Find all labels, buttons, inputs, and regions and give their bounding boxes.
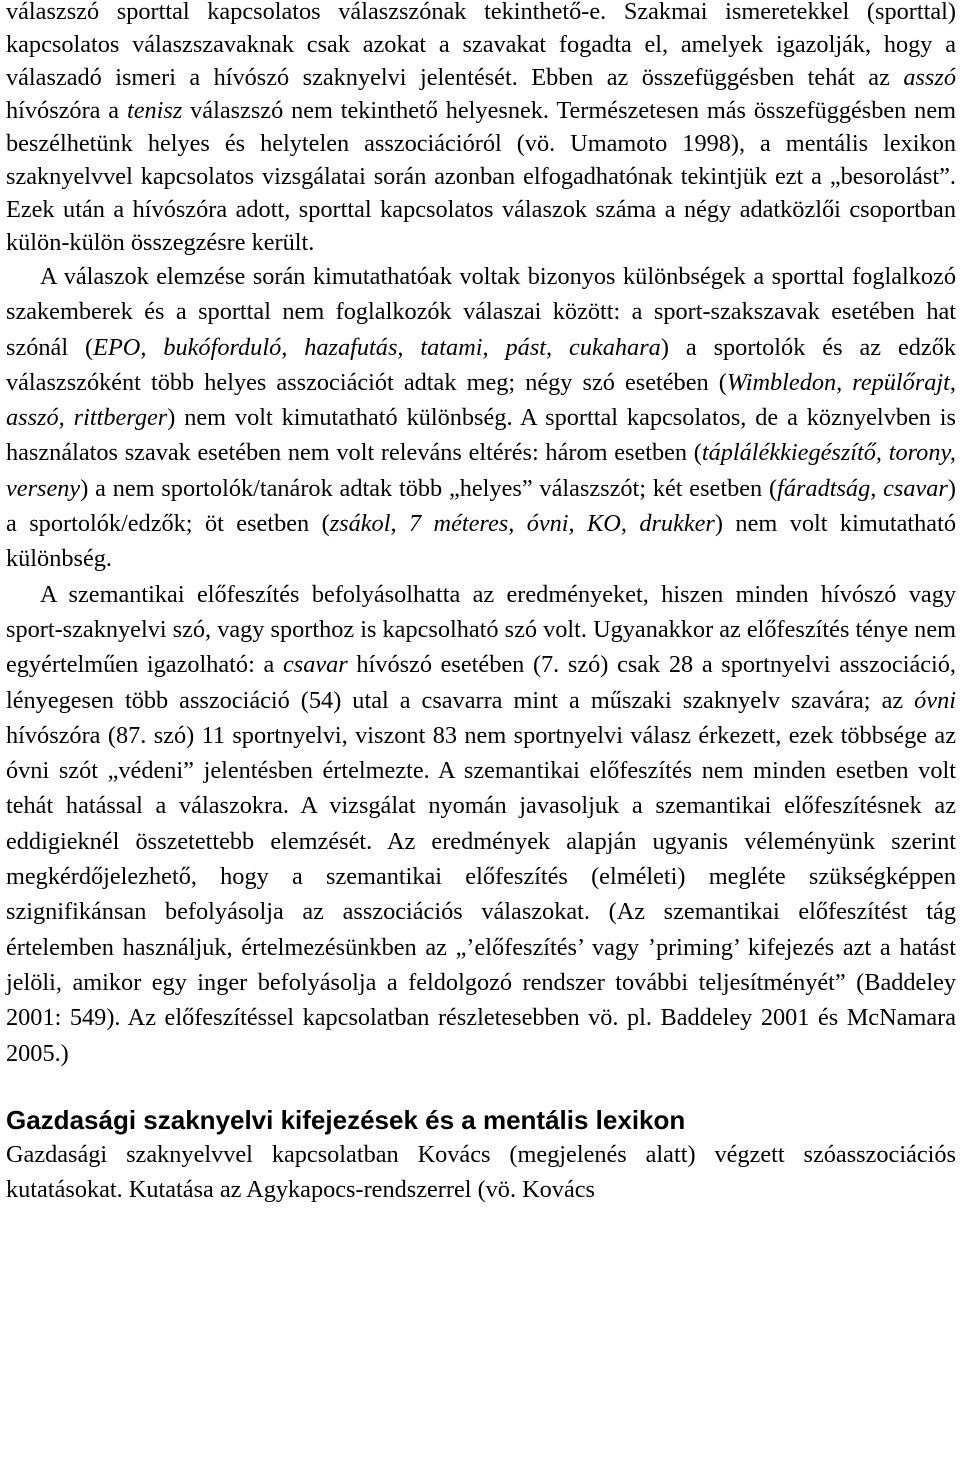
text-run: válaszszó sporttal kapcsolatos válaszszónak tekinthető-e. Szakmai ismeretekkel (sporttal) kapcsolatos válaszszavaknak csak azokat a szavakat fogadta el, amelyek igazolják, hogy a válaszadó ismeri a hívószó szaknyelvi jelentését. Ebben az összefüggésben tehát az (6, 0, 956, 91)
paragraph-response-word-criteria (6, 0, 956, 259)
italic-term: táplálékkiegészítő, torony, verseny (6, 439, 956, 502)
italic-term: fáradtság, csavar (777, 474, 948, 502)
italic-term: óvni (914, 686, 956, 714)
text-run: hívószóra (87. szó) 11 sportnyelvi, viszont 83 nem sportnyelvi válasz érkezett, ezek többsége az óvni szót „védeni” jelentésben értelmezte. A szemantikai előfeszítés nem minden esetben volt tehát hatással a válaszokra. A vizsgálat nyomán javasoljuk a szemantikai előfeszítésnek az eddigieknél összetettebb elemzését. Az eredmények alapján ugyanis véleményünk szerint megkérdőjelezhető, hogy a szemantikai előfeszítés (elméleti) megléte szükségképpen szignifikánsan befolyásolja az asszociációs válaszokat. (Az szemantikai előfeszítést tág értelemben használjuk, értelmezésünkben az „’előfeszítés’ vagy ’priming’ kifejezés azt a hatást jelöli, amikor egy inger befolyásolja a feldolgozó rendszer további teljesítményét” (Baddeley 2001: 549). Az előfeszítéssel kapcsolatban részletesebben vö. pl. Baddeley 2001 és McNamara 2005.) (6, 721, 956, 1067)
text-run: A szemantikai előfeszítés befolyásolhatta az eredményeket, hiszen minden hívószó vagy sport-szaknyelvi szó, vagy sporthoz is kapcsolható szó volt. Ugyanakkor az előfeszítés ténye nem egyértelműen igazolható: a (6, 580, 957, 679)
document-page (6, 0, 956, 1207)
text-run: válaszszó nem tekinthető helyesnek. Természetesen más összefüggésben nem beszélhetünk helyes és helytelen asszociációról (vö. Umamoto 1998), a mentális lexikon szaknyelvvel kapcsolatos vizsgálatai során azonban elfogadhatónak tekintjük ezt a „besorolást”. Ezek után a hívószóra adott, sporttal kapcsolatos válaszok száma a négy adatközlői csoportban külön-külön összegzésre került. (6, 97, 956, 256)
text-run: ) nem volt kimutatható különbség. (6, 510, 956, 573)
italic-term: EPO, bukóforduló, hazafutás, tatami, pást, cukahara (93, 333, 661, 361)
text-run: A válaszok elemzése során kimutathatóak voltak bizonyos különbségek a sporttal foglalkozó szakemberek és a sporttal nem foglalkozók válaszai között: a sport-szakszavak esetében hat szónál ( (6, 263, 956, 361)
section-heading: Gazdasági szaknyelvi kifejezések és a mentális lexikon (6, 1104, 686, 1135)
italic-term: csavar (282, 651, 348, 679)
text-run: hívószó esetében (7. szó) csak 28 a sportnyelvi asszociáció, lényegesen több asszociáció (54) utal a csavarra mint a műszaki szaknyelv szavára; az (6, 651, 956, 714)
text-run: ) a nem sportolók/tanárok adtak több „helyes” válaszszót; két esetben ( (80, 474, 778, 502)
italic-term: Wimbledon, repülőrajt, asszó, rittberger (6, 368, 956, 432)
paragraph-response-analysis (6, 259, 956, 577)
paragraph-semantic-priming (6, 577, 956, 1071)
text-run: ) nem volt kimutatható különbség. A sporttal kapcsolatos, de a köznyelvben is használatos szavak esetében nem volt releváns eltérés: három esetben ( (6, 404, 956, 467)
text-run: ) a sportolók és az edzők válaszszóként több helyes asszociációt adtak meg; négy szó esetében ( (6, 333, 956, 396)
text-run: hívószóra a (6, 97, 127, 124)
italic-term: zsákol, 7 méteres, óvni, KO, drukker (329, 510, 715, 538)
paragraph-economic-terms: Gazdasági szaknyelvvel kapcsolatban Kovács (megjelenés alatt) végzett szóasszociációs kutatásokat. Kutatása az Agykapocs-rendszerrel (vö. Kovács (6, 1140, 956, 1204)
italic-term: asszó (903, 64, 956, 91)
text-run: ) a sportolók/edzők; öt esetben ( (6, 474, 956, 538)
italic-term: tenisz (126, 97, 183, 124)
